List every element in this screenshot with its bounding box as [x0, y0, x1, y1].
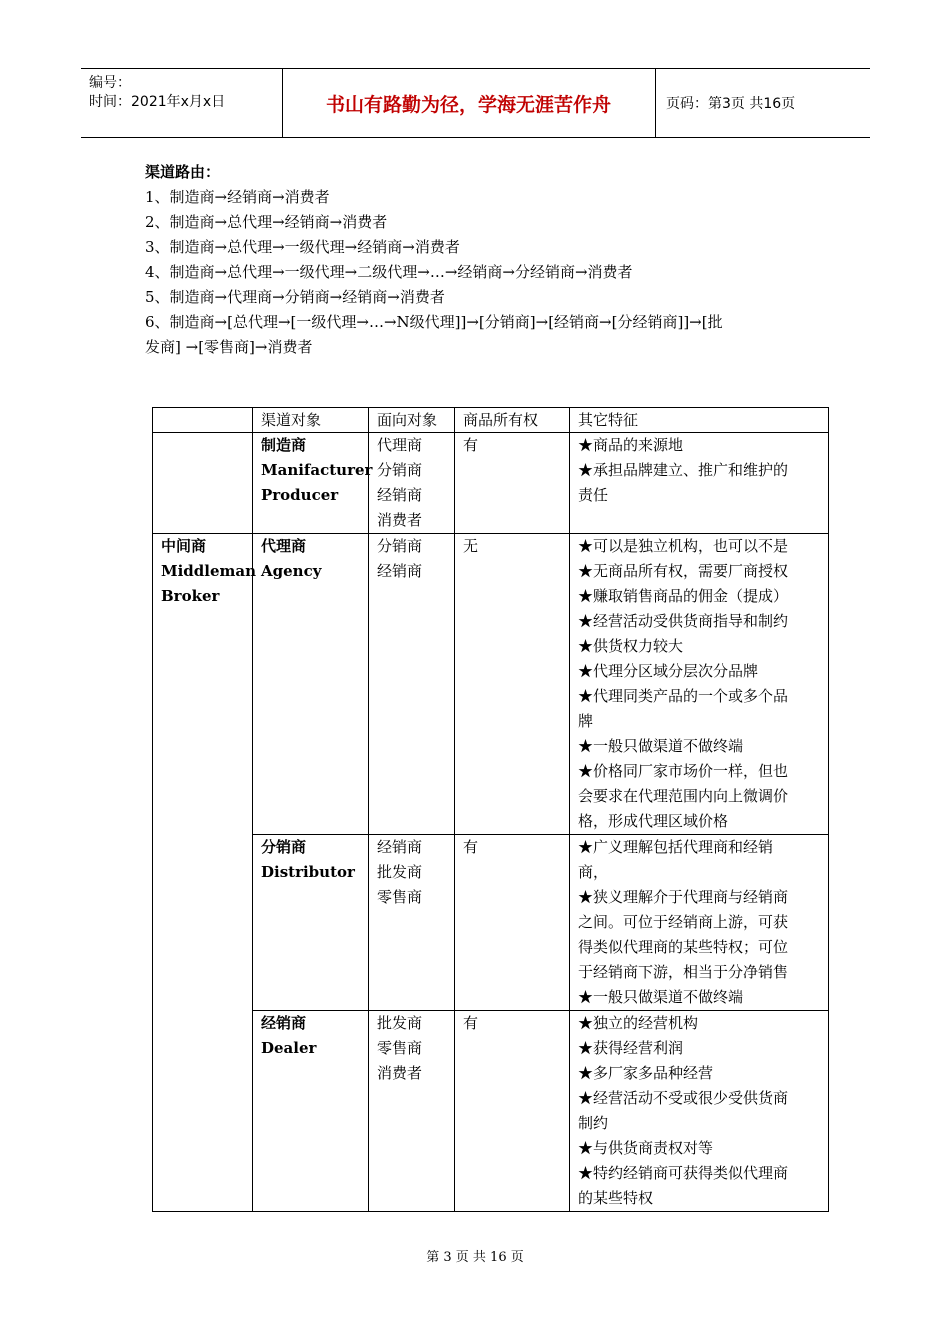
routes-title: 渠道路由： — [145, 163, 221, 181]
target-item: 消费者 — [377, 1064, 423, 1082]
targets-cell — [369, 835, 455, 1011]
channel-routes — [145, 160, 825, 360]
header-cell: 面向对象 — [369, 408, 455, 433]
feature-line: 商， — [578, 863, 609, 881]
target-item: 批发商 — [377, 863, 423, 881]
header-motto: 书山有路勤为径，学海无涯苦作舟 — [282, 69, 656, 137]
feature-line: ★无商品所有权，需要厂商授权 — [578, 562, 789, 580]
feature-line: 的某些特权 — [578, 1189, 654, 1207]
page-header — [81, 68, 870, 138]
group-name-en: Broker — [161, 587, 220, 605]
feature-line: ★狭义理解介于代理商与经销商 — [578, 888, 789, 906]
ownership-cell: 有 — [455, 835, 570, 1011]
feature-line: ★价格同厂家市场价一样，但也 — [578, 762, 789, 780]
features-cell — [570, 835, 829, 1011]
name-cn: 制造商 — [261, 436, 307, 454]
target-item: 零售商 — [377, 888, 423, 906]
target-item: 批发商 — [377, 1014, 423, 1032]
name-en: Manifacturer — [261, 461, 373, 479]
page-footer: 第 3 页 共 16 页 — [426, 1250, 524, 1265]
feature-line: ★与供货商责权对等 — [578, 1139, 714, 1157]
targets-cell — [369, 1011, 455, 1212]
ownership-cell: 有 — [455, 1011, 570, 1212]
feature-line: ★经营活动不受或很少受供货商 — [578, 1089, 789, 1107]
header-meta — [81, 69, 283, 137]
table-row — [153, 835, 829, 1011]
group-name-cn: 中间商 — [161, 537, 207, 555]
name-en: Producer — [261, 486, 339, 504]
feature-line: ★广义理解包括代理商和经销 — [578, 838, 774, 856]
channel-name-cell — [253, 534, 369, 835]
group-cell — [153, 534, 257, 1212]
route-line: 6、制造商→[总代理→[一级代理→…→N级代理]]→[分销商]→[经销商→[分经销商]]→[批 — [145, 313, 723, 331]
feature-line: 牌 — [578, 712, 594, 730]
target-item: 经销商 — [377, 486, 423, 504]
feature-line: ★一般只做渠道不做终端 — [578, 988, 744, 1006]
feature-line: ★供货权力较大 — [578, 637, 684, 655]
feature-line: 责任 — [578, 486, 609, 504]
route-line: 1、制造商→经销商→消费者 — [145, 188, 330, 206]
feature-line: ★可以是独立机构，也可以不是 — [578, 537, 789, 555]
target-item: 经销商 — [377, 838, 423, 856]
ownership-cell: 有 — [455, 433, 570, 534]
feature-line: 之间。可位于经销商上游，可获 — [578, 913, 789, 931]
channel-name-cell — [253, 433, 373, 534]
target-item: 分销商 — [377, 461, 423, 479]
feature-line: 制约 — [578, 1114, 609, 1132]
target-item: 代理商 — [377, 436, 423, 454]
feature-line: ★一般只做渠道不做终端 — [578, 737, 744, 755]
targets-cell — [369, 433, 455, 534]
feature-line: 格，形成代理区域价格 — [578, 812, 729, 830]
targets-cell — [369, 534, 455, 835]
feature-line: ★特约经销商可获得类似代理商 — [578, 1164, 789, 1182]
header-cell: 商品所有权 — [455, 408, 570, 433]
target-item: 经销商 — [377, 562, 423, 580]
header-cell: 其它特征 — [570, 408, 829, 433]
table-row — [153, 433, 829, 534]
table-row — [153, 534, 829, 835]
feature-line: ★经营活动受供货商指导和制约 — [578, 612, 789, 630]
feature-line: 于经销商下游，相当于分净销售 — [578, 963, 789, 981]
header-page-label: 页码：第3页 共16页 — [666, 96, 796, 112]
number-label: 编号： — [89, 75, 131, 91]
empty-cell — [153, 433, 253, 534]
feature-line: ★承担品牌建立、推广和维护的 — [578, 461, 789, 479]
name-en: Dealer — [261, 1039, 317, 1057]
feature-line: ★独立的经营机构 — [578, 1014, 699, 1032]
route-line: 3、制造商→总代理→一级代理→经销商→消费者 — [145, 238, 460, 256]
channel-table — [152, 407, 829, 1212]
route-line: 2、制造商→总代理→经销商→消费者 — [145, 213, 388, 231]
features-cell — [570, 534, 829, 835]
feature-line: 会要求在代理范围内向上微调价 — [578, 787, 789, 805]
group-name-en: Middleman — [161, 562, 257, 580]
route-line: 发商] →[零售商]→消费者 — [145, 338, 313, 356]
features-cell — [570, 433, 829, 534]
feature-line: ★多厂家多品种经营 — [578, 1064, 714, 1082]
feature-line: ★获得经营利润 — [578, 1039, 684, 1057]
table-row — [153, 1011, 829, 1212]
feature-line: ★代理分区域分层次分品牌 — [578, 662, 759, 680]
header-cell: 渠道对象 — [253, 408, 369, 433]
feature-line: ★赚取销售商品的佣金（提成） — [578, 587, 789, 605]
route-line: 5、制造商→代理商→分销商→经销商→消费者 — [145, 288, 445, 306]
route-line: 4、制造商→总代理→一级代理→二级代理→…→经销商→分经销商→消费者 — [145, 263, 633, 281]
header-cell — [153, 408, 253, 433]
feature-line: ★商品的来源地 — [578, 436, 684, 454]
time-label: 时间：2021年x月x日 — [89, 94, 226, 110]
target-item: 零售商 — [377, 1039, 423, 1057]
name-cn: 分销商 — [261, 838, 307, 856]
features-cell — [570, 1011, 829, 1212]
name-en: Distributor — [261, 863, 355, 881]
feature-line: 得类似代理商的某些特权；可位 — [578, 938, 789, 956]
target-item: 消费者 — [377, 511, 423, 529]
target-item: 分销商 — [377, 537, 423, 555]
channel-name-cell — [253, 1011, 369, 1212]
name-cn: 经销商 — [261, 1014, 307, 1032]
name-en: Agency — [261, 562, 322, 580]
name-cn: 代理商 — [261, 537, 307, 555]
feature-line: ★代理同类产品的一个或多个品 — [578, 687, 789, 705]
ownership-cell: 无 — [455, 534, 570, 835]
channel-name-cell — [253, 835, 369, 1011]
table-header-row — [153, 408, 829, 433]
